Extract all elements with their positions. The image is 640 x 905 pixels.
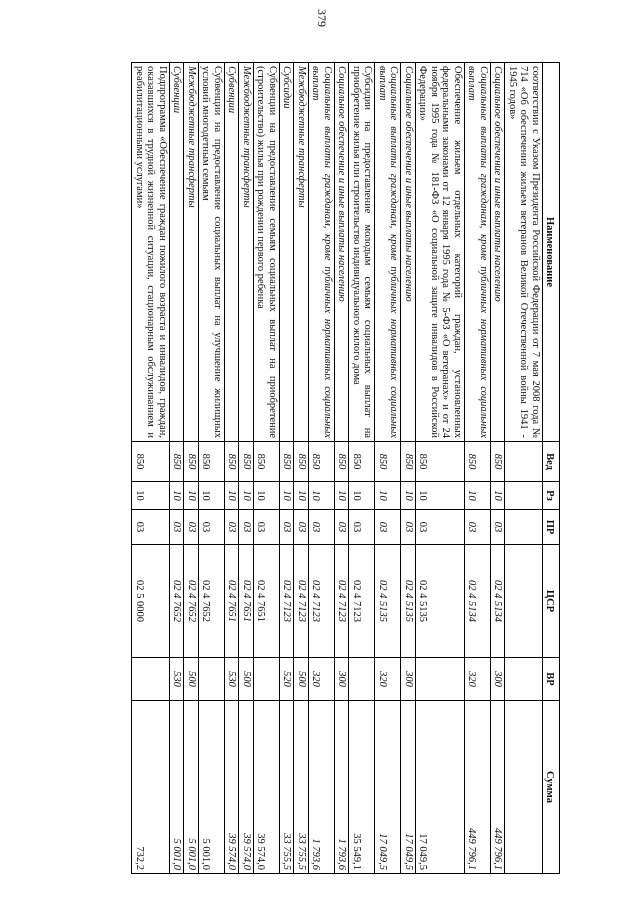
pr-cell: 03	[309, 510, 335, 545]
rz-cell: 10	[280, 482, 295, 510]
sum-cell: 33 755,5	[280, 701, 295, 874]
table-row	[401, 63, 416, 874]
rz-cell: 10	[491, 482, 506, 510]
pr-cell: 03	[375, 510, 401, 545]
name-cell: Субсидии	[280, 63, 295, 442]
table-row	[225, 63, 240, 874]
header-vr: ВР	[543, 658, 560, 701]
ved-cell: 850	[170, 442, 185, 482]
ved-cell: 850	[375, 442, 401, 482]
rz-cell: 10	[254, 482, 280, 510]
sum-cell: 5 001,0	[199, 701, 225, 874]
csr-cell: 02 5 0000	[132, 545, 170, 658]
name-cell: Субвенции	[170, 63, 185, 442]
name-cell: Подпрограмма «Обеспечение граждан пожилого возраста и инвалидов, граждан, оказавшихся в трудной жизненной ситуации, стационарным обслуживанием и реабилитационными услугами»	[132, 63, 170, 442]
ved-cell: 850	[349, 442, 375, 482]
rz-cell: 10	[335, 482, 350, 510]
table-row	[294, 63, 309, 874]
name-cell: Социальные выплаты гражданам, кроме публичных нормативных социальных выплат	[309, 63, 335, 442]
ved-cell: 850	[416, 442, 465, 482]
ved-cell: 850	[225, 442, 240, 482]
vr-cell	[132, 658, 170, 701]
rz-cell	[505, 482, 543, 510]
pr-cell: 03	[199, 510, 225, 545]
sum-cell: 1 793,6	[309, 701, 335, 874]
table-header-row	[543, 63, 560, 874]
table-row	[309, 63, 335, 874]
table-body	[132, 63, 543, 874]
vr-cell: 300	[491, 658, 506, 701]
name-cell: Межбюджетные трансферты	[294, 63, 309, 442]
sum-cell: 17 049,5	[401, 701, 416, 874]
sum-cell: 1 793,6	[335, 701, 350, 874]
table-row	[375, 63, 401, 874]
sum-cell: 35 549,1	[349, 701, 375, 874]
name-cell: Обеспечение жильем отдельных категорий граждан, установленных федеральными законами от 12 января 1995 года № 5-ФЗ «О ветеранах» и от 24 ноября 1995 года № 181-ФЗ «О социальной защите инвалидов в Российской Федерации»	[416, 63, 465, 442]
vr-cell: 530	[225, 658, 240, 701]
header-pr: ПР	[543, 510, 560, 545]
pr-cell: 03	[280, 510, 295, 545]
name-cell: Социальное обеспечение и иные выплаты населению	[401, 63, 416, 442]
pr-cell: 03	[132, 510, 170, 545]
vr-cell	[254, 658, 280, 701]
sum-cell: 449 796,1	[465, 701, 491, 874]
pr-cell: 03	[170, 510, 185, 545]
rz-cell: 10	[170, 482, 185, 510]
csr-cell: 02 4 7652	[170, 545, 185, 658]
ved-cell: 850	[491, 442, 506, 482]
csr-cell: 02 4 7123	[294, 545, 309, 658]
csr-cell: 02 4 7123	[280, 545, 295, 658]
name-cell: Социальное обеспечение и иные выплаты населению	[491, 63, 506, 442]
name-cell: соответствии с Указом Президента Российской Федерации от 7 мая 2008 года № 714 «Об обеспечении жильем ветеранов Великой Отечественной войны 1941 - 1945 годов»	[505, 63, 543, 442]
sum-cell: 39 574,0	[225, 701, 240, 874]
pr-cell	[505, 510, 543, 545]
pr-cell: 03	[184, 510, 199, 545]
rz-cell: 10	[199, 482, 225, 510]
table-row	[416, 63, 465, 874]
ved-cell	[505, 442, 543, 482]
name-cell: Социальное обеспечение и иные выплаты населению	[335, 63, 350, 442]
pr-cell: 03	[491, 510, 506, 545]
vr-cell	[349, 658, 375, 701]
rz-cell: 10	[375, 482, 401, 510]
vr-cell: 500	[239, 658, 254, 701]
table-row	[132, 63, 170, 874]
csr-cell: 02 4 7123	[309, 545, 335, 658]
header-csr: ЦСР	[543, 545, 560, 658]
sum-cell: 33 755,5	[294, 701, 309, 874]
table-row	[170, 63, 185, 874]
table-row	[239, 63, 254, 874]
csr-cell	[505, 545, 543, 658]
csr-cell: 02 4 7652	[184, 545, 199, 658]
vr-cell: 500	[294, 658, 309, 701]
ved-cell: 850	[401, 442, 416, 482]
name-cell: Межбюджетные трансферты	[239, 63, 254, 442]
ved-cell: 850	[184, 442, 199, 482]
vr-cell: 320	[465, 658, 491, 701]
ved-cell: 850	[239, 442, 254, 482]
sum-cell: 5 001,0	[170, 701, 185, 874]
table-row	[254, 63, 280, 874]
ved-cell: 850	[199, 442, 225, 482]
budget-table	[132, 62, 561, 874]
rz-cell: 10	[465, 482, 491, 510]
name-cell: Социальные выплаты гражданам, кроме публичных нормативных социальных выплат	[465, 63, 491, 442]
pr-cell: 03	[416, 510, 465, 545]
vr-cell: 530	[170, 658, 185, 701]
csr-cell: 02 4 7651	[225, 545, 240, 658]
name-cell: Субвенции	[225, 63, 240, 442]
ved-cell: 850	[280, 442, 295, 482]
sum-cell: 39 574,0	[239, 701, 254, 874]
sum-cell: 17 049,5	[416, 701, 465, 874]
table-row	[335, 63, 350, 874]
vr-cell: 500	[184, 658, 199, 701]
ved-cell: 850	[294, 442, 309, 482]
pr-cell: 03	[225, 510, 240, 545]
sum-cell: 17 049,5	[375, 701, 401, 874]
sum-cell: 732,2	[132, 701, 170, 874]
table-row	[465, 63, 491, 874]
vr-cell: 320	[375, 658, 401, 701]
vr-cell: 300	[401, 658, 416, 701]
rotated-page	[90, 62, 560, 873]
header-name: Наименование	[543, 63, 560, 442]
sum-cell: 5 001,0	[184, 701, 199, 874]
rz-cell: 10	[225, 482, 240, 510]
pr-cell: 03	[465, 510, 491, 545]
ved-cell: 850	[132, 442, 170, 482]
ved-cell: 850	[465, 442, 491, 482]
sum-cell: 39 574,0	[254, 701, 280, 874]
rz-cell: 10	[309, 482, 335, 510]
pr-cell: 03	[349, 510, 375, 545]
csr-cell: 02 4 7123	[349, 545, 375, 658]
pr-cell: 03	[401, 510, 416, 545]
pr-cell: 03	[294, 510, 309, 545]
rz-cell: 10	[239, 482, 254, 510]
pr-cell: 03	[239, 510, 254, 545]
csr-cell: 02 4 7651	[239, 545, 254, 658]
csr-cell: 02 4 5135	[375, 545, 401, 658]
name-cell: Субвенции на предоставление семьям социальных выплат на приобретение (строительство) жилья при рождении первого ребенка	[254, 63, 280, 442]
csr-cell: 02 4 5135	[401, 545, 416, 658]
sum-cell: 449 796,1	[491, 701, 506, 874]
vr-cell: 520	[280, 658, 295, 701]
csr-cell: 02 4 7652	[199, 545, 225, 658]
table-row	[505, 63, 543, 874]
page-number: 379	[315, 9, 330, 27]
vr-cell: 300	[335, 658, 350, 701]
header-ved: Вед	[543, 442, 560, 482]
rz-cell: 10	[416, 482, 465, 510]
csr-cell: 02 4 5135	[416, 545, 465, 658]
rz-cell: 10	[401, 482, 416, 510]
rz-cell: 10	[132, 482, 170, 510]
vr-cell	[416, 658, 465, 701]
table-row	[199, 63, 225, 874]
rz-cell: 10	[294, 482, 309, 510]
table-row	[349, 63, 375, 874]
rz-cell: 10	[184, 482, 199, 510]
table-row	[280, 63, 295, 874]
sum-cell	[505, 701, 543, 874]
vr-cell: 320	[309, 658, 335, 701]
table-row	[491, 63, 506, 874]
name-cell: Субсидии на предоставление молодым семьям социальных выплат на приобретение жилья или строительство индивидуального жилого дома	[349, 63, 375, 442]
ved-cell: 850	[335, 442, 350, 482]
pr-cell: 03	[335, 510, 350, 545]
header-rz: Рз	[543, 482, 560, 510]
rz-cell: 10	[349, 482, 375, 510]
vr-cell	[505, 658, 543, 701]
csr-cell: 02 4 7651	[254, 545, 280, 658]
table-row	[184, 63, 199, 874]
header-sum: Сумма	[543, 701, 560, 874]
ved-cell: 850	[254, 442, 280, 482]
vr-cell	[199, 658, 225, 701]
name-cell: Социальные выплаты гражданам, кроме публичных нормативных социальных выплат	[375, 63, 401, 442]
pr-cell: 03	[254, 510, 280, 545]
csr-cell: 02 4 5134	[491, 545, 506, 658]
csr-cell: 02 4 7123	[335, 545, 350, 658]
csr-cell: 02 4 5134	[465, 545, 491, 658]
ved-cell: 850	[309, 442, 335, 482]
name-cell: Межбюджетные трансферты	[184, 63, 199, 442]
name-cell: Субвенции на предоставление социальных выплат на улучшение жилищных условий многодетным семьям	[199, 63, 225, 442]
